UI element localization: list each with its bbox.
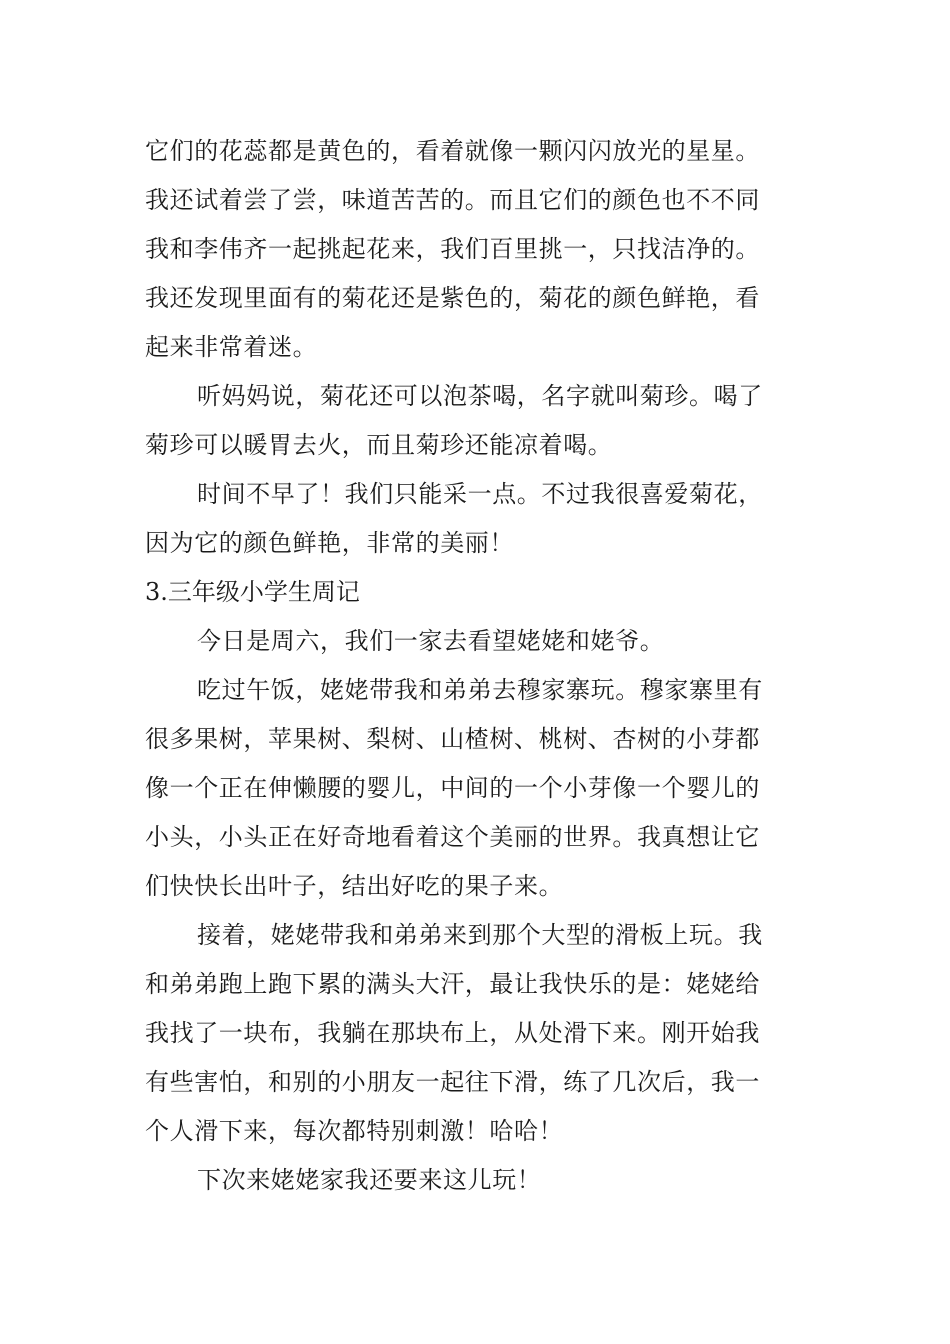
- text-line: 起来非常着迷。: [145, 333, 318, 361]
- text-line: 菊珍可以暖胃去火，而且菊珍还能凉着喝。: [145, 431, 613, 459]
- paragraph-start-line: 今日是周六，我们一家去看望姥姥和姥爷。: [197, 627, 665, 655]
- text-line: 我还发现里面有的菊花还是紫色的，菊花的颜色鲜艳，看: [145, 284, 760, 312]
- document-body: [145, 127, 810, 1205]
- paragraph-start-line: 接着，姥姥带我和弟弟来到那个大型的滑板上玩。我: [197, 921, 763, 949]
- paragraph-start-line: 时间不早了！我们只能采一点。不过我很喜爱菊花，: [197, 480, 763, 508]
- text-line: 因为它的颜色鲜艳，非常的美丽！: [145, 529, 514, 557]
- section-heading: 3.三年级小学生周记: [145, 578, 360, 606]
- text-line: 它们的花蕊都是黄色的，看着就像一颗闪闪放光的星星。: [145, 137, 760, 165]
- paragraph-start-line: 下次来姥姥家我还要来这儿玩！: [197, 1166, 542, 1194]
- paragraph-start-line: 吃过午饭，姥姥带我和弟弟去穆家寨玩。穆家寨里有: [197, 676, 763, 704]
- text-line: 个人滑下来，每次都特别刺激！哈哈！: [145, 1117, 564, 1145]
- text-line: 很多果树，苹果树、梨树、山楂树、桃树、杏树的小芽都: [145, 725, 760, 753]
- text-line: 们快快长出叶子，结出好吃的果子来。: [145, 872, 564, 900]
- text-line: 和弟弟跑上跑下累的满头大汗，最让我快乐的是：姥姥给: [145, 970, 760, 998]
- paragraph-start-line: 听妈妈说，菊花还可以泡茶喝，名字就叫菊珍。喝了: [197, 382, 763, 410]
- text-line: 像一个正在伸懒腰的婴儿，中间的一个小芽像一个婴儿的: [145, 774, 760, 802]
- text-line: 我和李伟齐一起挑起花来，我们百里挑一，只找洁净的。: [145, 235, 760, 263]
- text-line: 我还试着尝了尝，味道苦苦的。而且它们的颜色也不不同: [145, 186, 760, 214]
- text-line: 小头，小头正在好奇地看着这个美丽的世界。我真想让它: [145, 823, 760, 851]
- text-line: 我找了一块布，我躺在那块布上，从处滑下来。刚开始我: [145, 1019, 760, 1047]
- text-line: 有些害怕，和别的小朋友一起往下滑，练了几次后，我一: [145, 1068, 760, 1096]
